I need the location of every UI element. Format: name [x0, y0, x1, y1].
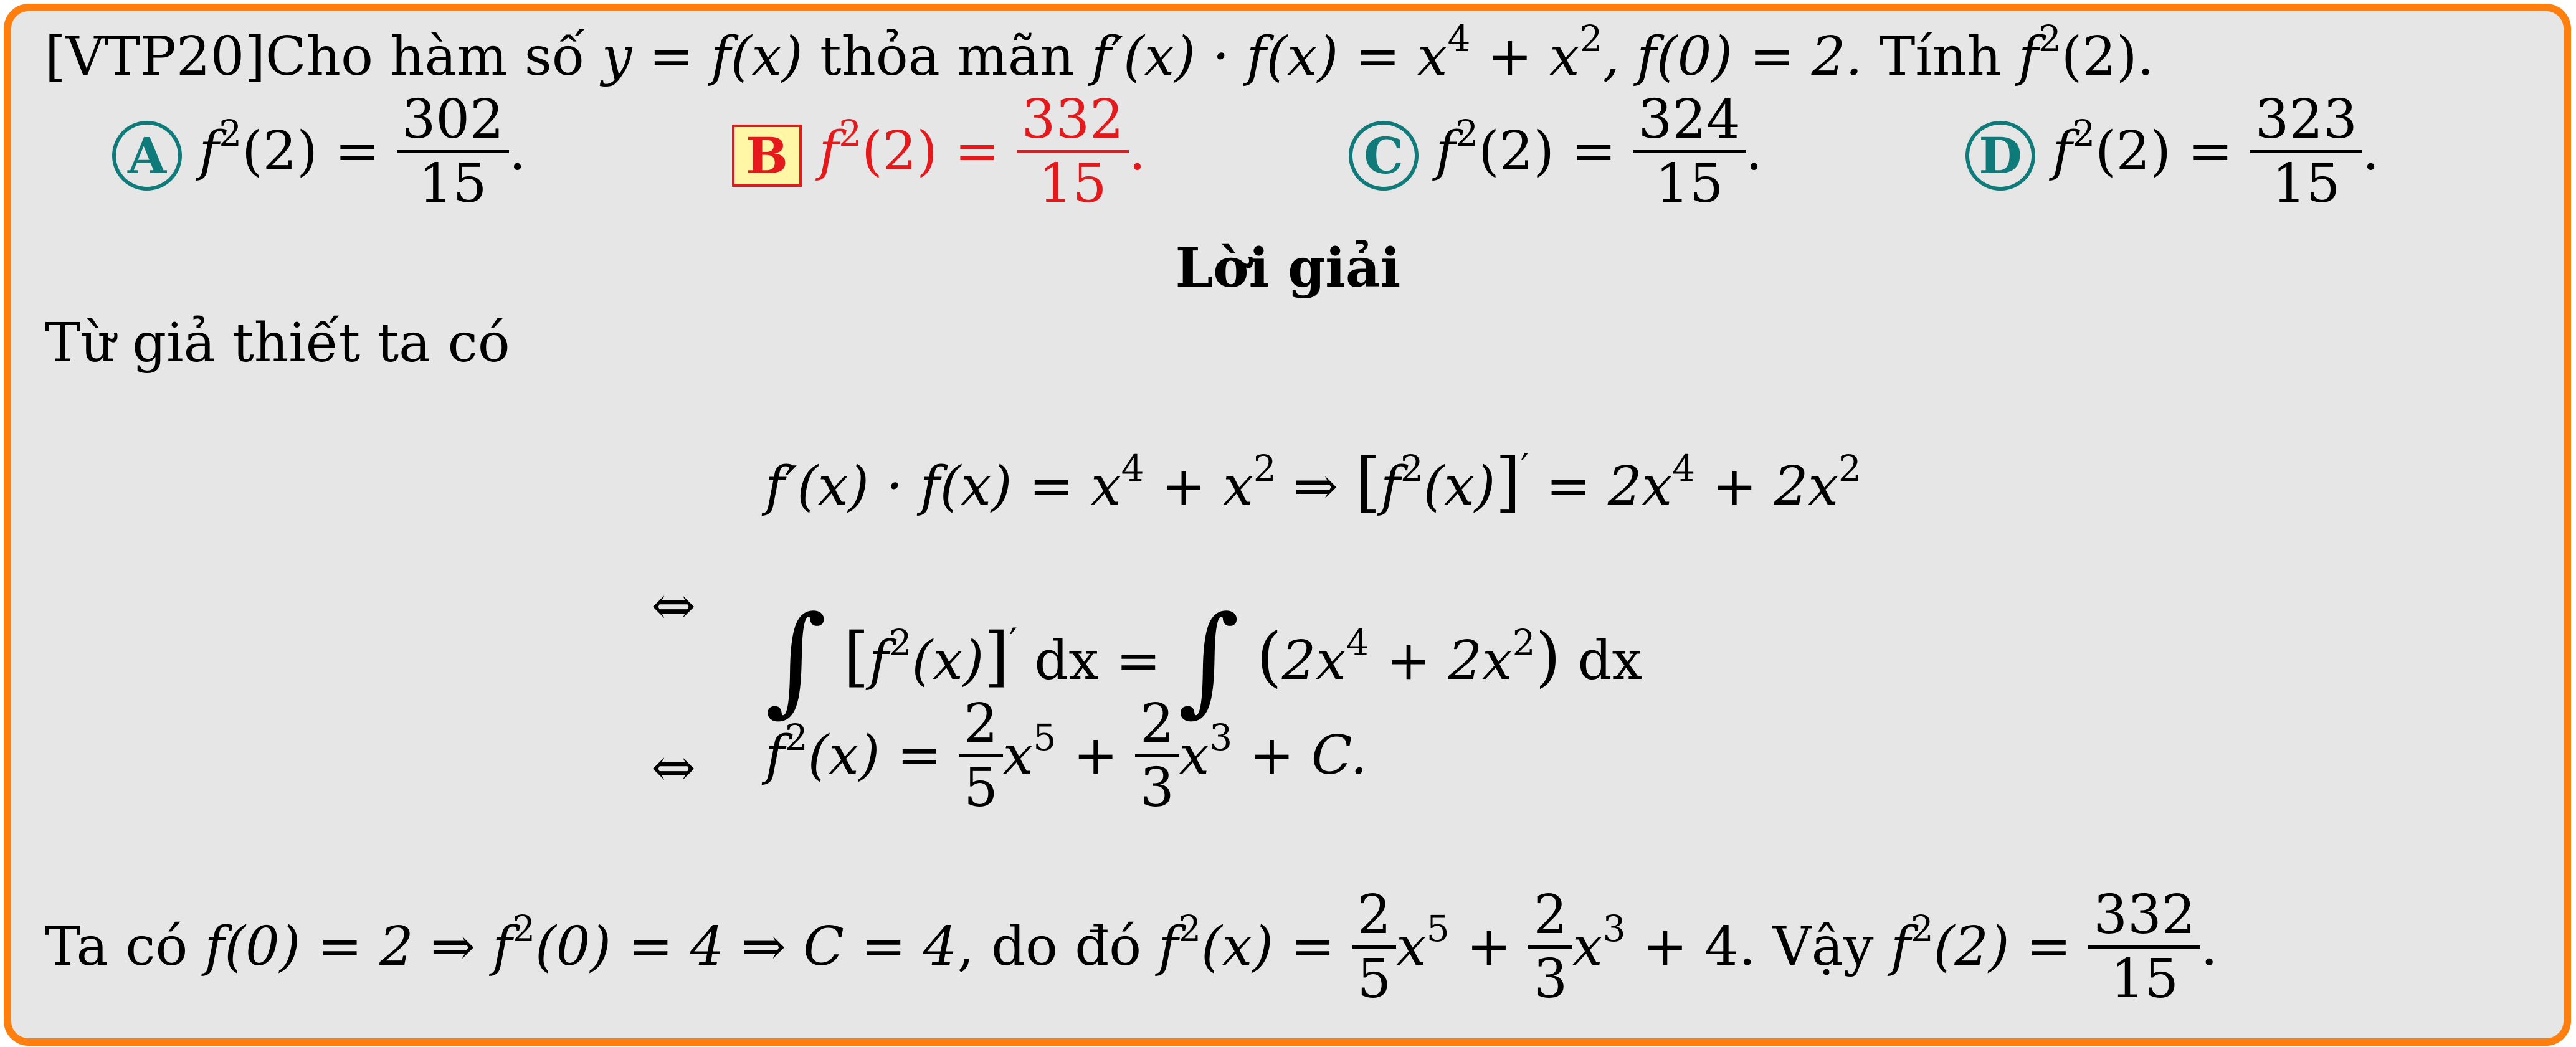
question-tag: [VTP20]	[45, 26, 265, 88]
math-text: 2x	[1281, 630, 1346, 692]
denominator: 15	[1633, 150, 1746, 211]
fraction	[1352, 884, 1397, 1010]
choice-b-fraction	[1017, 88, 1129, 215]
choice-c[interactable]	[1349, 88, 1763, 215]
iff-symbol: ⇔	[651, 737, 696, 799]
prime: ′	[1520, 446, 1529, 488]
question-function: y = f(x)	[601, 26, 803, 88]
exponent: 2	[2072, 112, 2096, 154]
derivation-line-2-body	[765, 579, 1643, 728]
math-text: + x	[1144, 455, 1253, 518]
numerator: 2	[1357, 884, 1392, 946]
math-text: f	[1158, 916, 1179, 978]
bracket: [	[1355, 444, 1381, 520]
exponent: 5	[1426, 907, 1450, 950]
integral-sign: ∫	[765, 590, 827, 728]
bracket: ]	[984, 618, 1009, 694]
math-text: x	[1572, 916, 1603, 978]
math-text: f′(x) · f(x) = x	[765, 455, 1121, 518]
question-plus: + x	[1470, 26, 1580, 88]
math-text: +	[1449, 916, 1529, 978]
text: Ta có	[45, 916, 205, 978]
choice-end: .	[2362, 120, 2380, 182]
denominator: 15	[2088, 945, 2200, 1006]
math-text: f(0) = 2 ⇒ f	[204, 916, 513, 978]
math-text: x	[1396, 916, 1427, 978]
math-text: .	[2200, 916, 2218, 978]
choice-c-fraction	[1633, 88, 1746, 215]
exponent: 2	[888, 622, 912, 664]
math-text: + 4.	[1625, 916, 1773, 978]
bracket: ]	[1495, 444, 1521, 520]
exponent: 2	[1910, 907, 1934, 950]
math-text: (x) =	[1201, 916, 1336, 978]
integral-sign: ∫	[1177, 590, 1240, 728]
exponent: 2	[1455, 112, 1479, 154]
choice-lhs: f	[819, 120, 839, 182]
paren: )	[1535, 618, 1561, 694]
choice-arg: (2) =	[1478, 120, 1617, 182]
question-condition-a: f′(x) · f(x) = x	[1091, 26, 1448, 88]
exponent: 2	[512, 907, 536, 950]
numerator: 302	[401, 88, 504, 151]
fraction	[1135, 693, 1179, 819]
math-text: (x) =	[807, 724, 942, 787]
exponent: 3	[1209, 716, 1233, 759]
denominator: 5	[959, 754, 1003, 815]
exponent: 4	[1121, 447, 1144, 490]
choice-arg: (2) =	[862, 120, 1000, 182]
choice-d-letter: D	[1965, 121, 2035, 191]
derivation-line-3	[651, 737, 696, 799]
math-text: (x)	[911, 630, 984, 692]
exponent: 2	[1178, 907, 1202, 950]
denominator: 3	[1528, 945, 1572, 1006]
exponent: 2	[2038, 17, 2061, 60]
numerator: 324	[1638, 88, 1741, 151]
text: Vậy	[1772, 916, 1891, 978]
choice-a[interactable]	[112, 88, 526, 215]
exponent: 5	[1033, 716, 1057, 759]
math-text: = 2x	[1529, 455, 1673, 518]
iff-symbol: ⇔	[651, 575, 696, 637]
exponent: 3	[1602, 907, 1626, 950]
choice-c-letter: C	[1349, 121, 1419, 191]
math-text: f	[765, 724, 785, 787]
solution-intro: Từ giả thiết ta có	[45, 312, 510, 374]
text: , do đó	[957, 916, 1159, 978]
numerator: 2	[1533, 884, 1568, 946]
bracket: [	[844, 618, 869, 694]
exponent: 2	[1400, 447, 1423, 490]
math-text: (2) =	[1933, 916, 2071, 978]
math-text: f	[868, 630, 889, 692]
choice-b[interactable]	[732, 88, 1146, 215]
choice-end: .	[1745, 120, 1763, 182]
math-text: + C.	[1232, 724, 1367, 787]
choice-d-fraction	[2250, 88, 2362, 215]
answer-fraction	[2088, 884, 2200, 1010]
choice-end: .	[1128, 120, 1146, 182]
denominator: 5	[1352, 945, 1397, 1006]
question-condition-text: thỏa mãn	[819, 26, 1075, 88]
fraction	[1528, 884, 1572, 1010]
numerator: 323	[2255, 88, 2357, 151]
math-text: + 2x	[1369, 630, 1513, 692]
choice-lhs: f	[2052, 120, 2073, 182]
exponent: 4	[1447, 17, 1471, 60]
denominator: 15	[2250, 150, 2362, 211]
denominator: 15	[1017, 150, 1129, 211]
derivation-line-2	[651, 575, 696, 637]
choice-a-letter: A	[112, 121, 182, 191]
choice-a-fraction	[397, 88, 509, 215]
exponent: 2	[1512, 622, 1536, 664]
exponent: 2	[1838, 447, 1861, 490]
math-text: dx	[1561, 630, 1643, 692]
question-condition-b: , f(0) = 2.	[1602, 26, 1863, 88]
paren: (	[1257, 618, 1282, 694]
choice-arg: (2) =	[242, 120, 380, 182]
math-text: + 2x	[1694, 455, 1838, 518]
numerator: 332	[1021, 88, 1124, 151]
numerator: 332	[2093, 884, 2196, 946]
choice-lhs: f	[1435, 120, 1456, 182]
question-line	[45, 17, 2154, 88]
derivation-line-1	[765, 444, 1861, 520]
math-text: x	[1179, 724, 1210, 787]
solution-heading: Lời giải	[1175, 237, 1401, 300]
choice-arg: (2) =	[2095, 120, 2233, 182]
fraction	[959, 693, 1003, 819]
solution-conclusion	[45, 884, 2218, 1010]
choice-lhs: f	[199, 120, 219, 182]
math-text: (0) = 4 ⇒ C = 4	[535, 916, 958, 978]
question-ask-text: Tính	[1879, 26, 2002, 88]
math-text: x	[1002, 724, 1034, 787]
question-intro: Cho hàm số	[265, 26, 585, 88]
numerator: 2	[1139, 693, 1174, 755]
exponent: 2	[784, 716, 808, 759]
exponent: 2	[1579, 17, 1603, 60]
math-text: f	[1890, 916, 1911, 978]
derivation-line-3-body	[765, 693, 1367, 819]
math-text: f	[1381, 455, 1400, 518]
choice-b-letter: B	[732, 125, 802, 187]
exponent: 2	[1253, 447, 1276, 490]
exponent: 4	[1672, 447, 1695, 490]
choice-d[interactable]	[1965, 88, 2380, 215]
exponent: 2	[839, 112, 862, 154]
question-ask-end: (2).	[2061, 26, 2154, 88]
exponent: 4	[1346, 622, 1369, 664]
denominator: 15	[397, 150, 509, 211]
math-text: +	[1056, 724, 1135, 787]
math-text: dx =	[1017, 630, 1161, 692]
denominator: 3	[1135, 754, 1179, 815]
question-ask-f: f	[2018, 26, 2038, 88]
prime: ′	[1009, 620, 1018, 663]
implies-arrow: ⇒	[1276, 455, 1356, 518]
numerator: 2	[964, 693, 998, 755]
math-text: (x)	[1423, 455, 1496, 518]
choice-end: .	[508, 120, 526, 182]
exponent: 2	[219, 112, 242, 154]
